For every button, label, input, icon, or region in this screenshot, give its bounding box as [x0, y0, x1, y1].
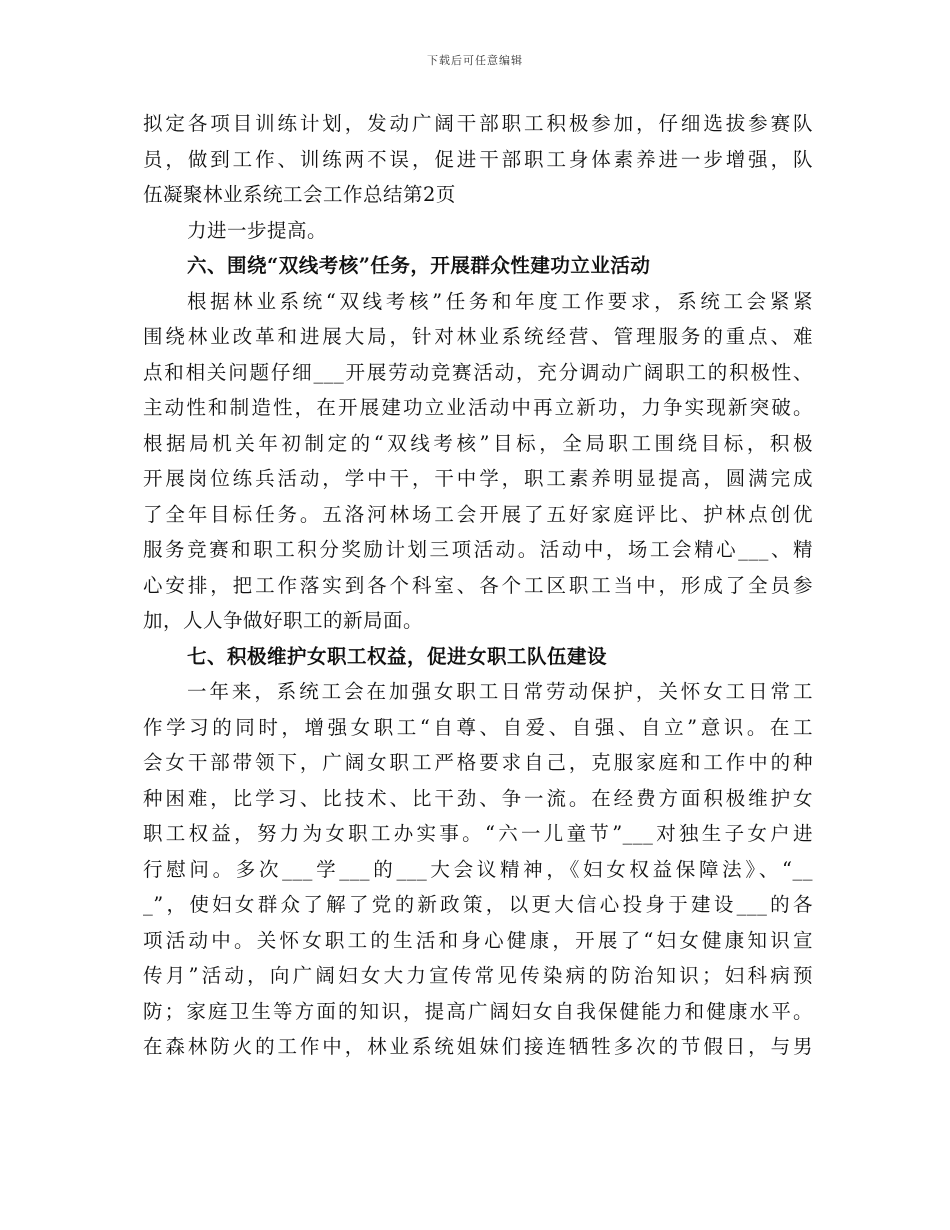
body-line: 拟定各项目训练计划，发动广阔干部职工积极参加，仔细选拔参赛队	[143, 112, 813, 135]
section-heading: 七、积极维护女职工权益，促进女职工队伍建设	[187, 644, 608, 668]
body-line: 行慰问。多次___学___的___大会议精神，《妇女权益保障法》、“__	[143, 857, 813, 881]
body-line: 作学习的同时，增强女职工“自尊、自爱、自强、自立”意识。在工	[143, 715, 813, 739]
body-line: 职工权益，努力为女职工办实事。“六一儿童节”___对独生子女户进	[143, 822, 813, 845]
body-line: 围绕林业改革和进展大局，针对林业系统经营、管理服务的重点、难	[143, 325, 813, 348]
body-line: 根据林业系统“双线考核”任务和年度工作要求，系统工会紧紧	[187, 289, 813, 313]
body-line: 员，做到工作、训练两不误，促进干部职工身体素养进一步增强，队	[143, 147, 813, 171]
body-line: 防；家庭卫生等方面的知识，提高广阔妇女自我保健能力和健康水平。	[143, 999, 813, 1023]
body-line: 一年来，系统工会在加强女职工日常劳动保护，关怀女工日常工	[187, 680, 813, 703]
body-line: 点和相关问题仔细___开展劳动竞赛活动，充分调动广阔职工的积极性、	[143, 360, 813, 384]
body-line: 加，人人争做好职工的新局面。	[143, 609, 424, 632]
page-header: 下载后可任意编辑	[427, 54, 523, 67]
body-line: 了全年目标任务。五洛河林场工会开展了五好家庭评比、护林点创优	[143, 502, 813, 526]
body-line: 会女干部带领下，广阔女职工严格要求自己，克服家庭和工作中的种	[143, 751, 813, 774]
body-line: 力进一步提高。	[187, 218, 328, 242]
body-line: 传月”活动，向广阔妇女大力宣传常见传染病的防治知识；妇科病预	[143, 964, 813, 987]
body-line: 项活动中。关怀女职工的生活和身心健康，开展了“妇女健康知识宣	[143, 928, 813, 952]
body-line: 伍凝聚林业系统工会工作总结第2页	[143, 183, 456, 206]
body-line: 主动性和制造性，在开展建功立业活动中再立新功，力争实现新突破。	[143, 396, 813, 419]
body-line: 在森林防火的工作中，林业系统姐妹们接连牺牲多次的节假日，与男	[143, 1035, 813, 1058]
body-line: 服务竞赛和职工积分奖励计划三项活动。活动中，场工会精心___、精	[143, 538, 813, 561]
document-body	[143, 106, 813, 1065]
body-line: _”，使妇女群众了解了党的新政策，以更大信心投身于建设___的各	[143, 893, 813, 916]
body-line: 种困难，比学习、比技术、比干劲、争一流。在经费方面积极维护女	[143, 786, 813, 810]
body-line: 根据局机关年初制定的“双线考核”目标，全局职工围绕目标，积极	[143, 431, 813, 455]
body-line: 开展岗位练兵活动，学中干，干中学，职工素养明显提高，圆满完成	[143, 467, 813, 490]
section-heading: 六、围绕“双线考核”任务，开展群众性建功立业活动	[187, 254, 651, 277]
body-line: 心安排，把工作落实到各个科室、各个工区职工当中，形成了全员参	[143, 573, 813, 597]
